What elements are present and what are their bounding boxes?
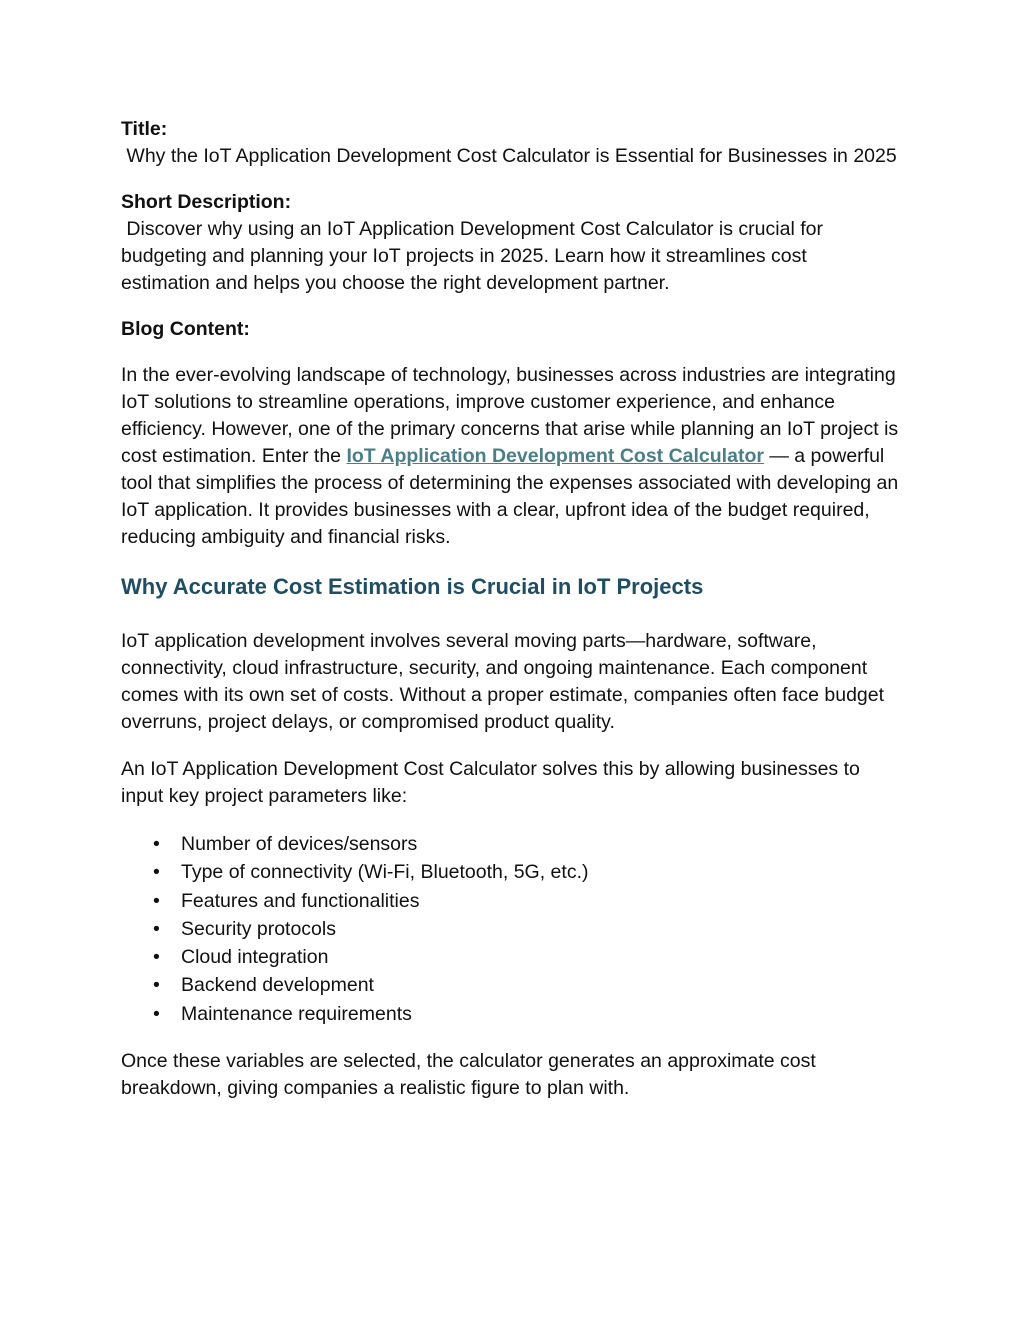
list-item: [121, 915, 901, 943]
list-item: [121, 858, 901, 886]
bullet-icon: •: [153, 833, 160, 855]
list-item: [121, 943, 901, 971]
intro-paragraph: [121, 362, 901, 551]
bullet-icon: •: [153, 917, 160, 940]
bullet-icon: •: [153, 889, 160, 912]
list-item-text: Cloud integration: [181, 946, 329, 969]
intro-text-after-link: — a powerful tool that simplifies the process of determining the expenses associated with developing an IoT application. It provides businesses with a clear, upfront idea of the budget required, reducing ambiguity and financial risks.: [121, 445, 899, 548]
short-description-block: [121, 189, 901, 297]
paragraph-once-selected: Once these variables are selected, the calculator generates an approximate cost breakdown, giving companies a realistic figure to plan with.: [121, 1050, 816, 1100]
short-description-label: Short Description:: [121, 191, 292, 213]
list-item: [121, 830, 901, 858]
list-item: [121, 1000, 901, 1028]
title-text: Why the IoT Application Development Cost Calculator is Essential for Businesses in 2025: [121, 145, 897, 167]
section-heading: Why Accurate Cost Estimation is Crucial in IoT Projects: [121, 574, 704, 599]
bullet-icon: •: [153, 974, 160, 997]
list-item: [121, 971, 901, 999]
list-item-text: Type of connectivity (Wi-Fi, Bluetooth, 5G, etc.): [181, 861, 589, 884]
bullet-icon: •: [153, 1002, 160, 1025]
list-item-text: Maintenance requirements: [181, 1002, 412, 1025]
list-item: [121, 887, 901, 915]
list-item-text: Security protocols: [181, 917, 336, 940]
intro-text-before-link: In the ever-evolving landscape of technology, businesses across industries are integrating IoT solutions to streamline operations, improve customer experience, and enhance efficiency. However, one of the primary concerns that arise while planning an IoT project is cost estimation. Enter the: [121, 364, 899, 467]
paragraph-moving-parts: IoT application development involves several moving parts—hardware, software, connectivity, cloud infrastructure, security, and ongoing maintenance. Each component comes with its own set of costs. Without a proper estimate, companies often face budget overruns, project delays, or compromised product quality.: [121, 630, 885, 733]
list-item-text: Backend development: [181, 974, 374, 997]
list-item-text: Features and functionalities: [181, 889, 420, 912]
bullet-icon: •: [153, 861, 160, 884]
bullet-icon: •: [153, 946, 160, 969]
list-item-text: Number of devices/sensors: [181, 833, 418, 855]
blog-content-label: Blog Content:: [121, 318, 250, 340]
parameter-list: [121, 830, 901, 1028]
paragraph-calculator-solves: An IoT Application Development Cost Calculator solves this by allowing businesses to input key project parameters like:: [121, 758, 860, 807]
short-description-text: Discover why using an IoT Application Development Cost Calculator is crucial for budgeting and planning your IoT projects in 2025. Learn how it streamlines cost estimation and helps you choose the right development partner.: [121, 218, 829, 294]
title-label: Title:: [121, 118, 168, 140]
title-block: [121, 116, 901, 170]
cost-calculator-link[interactable]: IoT Application Development Cost Calculator: [346, 445, 764, 467]
document-page: [121, 116, 901, 1122]
